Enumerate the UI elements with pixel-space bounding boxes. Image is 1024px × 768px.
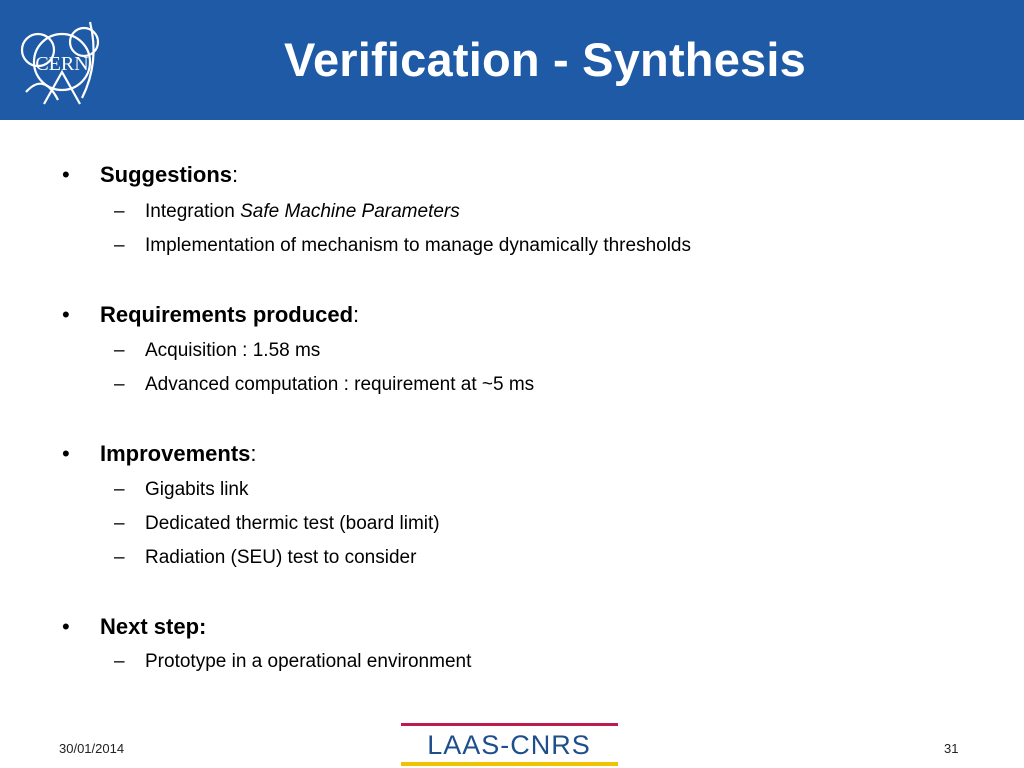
bullet-heading: Suggestions <box>100 162 233 187</box>
sub-item-text: Acquisition : 1.58 ms <box>145 340 321 361</box>
bullet-heading: Requirements produced <box>100 302 354 327</box>
bullet-heading: Next step: <box>100 614 207 639</box>
sub-item-text: Advanced computation : requirement at ~5 ms <box>145 374 535 395</box>
dash-icon: – <box>114 547 125 568</box>
dash-icon: – <box>114 651 125 672</box>
title-bar <box>0 0 1024 120</box>
sub-item-text: Implementation of mechanism to manage dynamically thresholds <box>145 235 691 256</box>
bullet-dot-icon: • <box>62 162 70 187</box>
bullet-dot-icon: • <box>62 441 70 466</box>
sub-item-text: Prototype in a operational environment <box>145 651 472 672</box>
dash-icon: – <box>114 201 125 222</box>
dash-icon: – <box>114 235 125 256</box>
sub-item-text: Radiation (SEU) test to consider <box>145 547 417 568</box>
bullet-suffix: : <box>250 441 257 466</box>
cern-logo-text: CERN <box>35 53 89 75</box>
sub-item-text: Dedicated thermic test (board limit) <box>145 513 440 534</box>
sub-item-text: Integration <box>145 201 241 222</box>
page-number: 31 <box>944 741 959 756</box>
dash-icon: – <box>114 374 125 395</box>
laas-cnrs-logo-icon <box>400 720 619 768</box>
footer-date: 30/01/2014 <box>59 741 125 756</box>
bullet-suffix: : <box>353 302 360 327</box>
bullet-suffix: : <box>232 162 239 187</box>
dash-icon: – <box>114 513 125 534</box>
slide-title: Verification - Synthesis <box>284 33 806 86</box>
sub-item-text: Gigabits link <box>145 479 249 500</box>
laas-cnrs-logo-text: LAAS-CNRS <box>427 730 591 760</box>
bullet-heading: Improvements <box>100 441 251 466</box>
sub-item-italic: Safe Machine Parameters <box>240 201 460 222</box>
dash-icon: – <box>114 479 125 500</box>
bullet-dot-icon: • <box>62 302 70 327</box>
dash-icon: – <box>114 340 125 361</box>
bullet-dot-icon: • <box>62 614 70 639</box>
